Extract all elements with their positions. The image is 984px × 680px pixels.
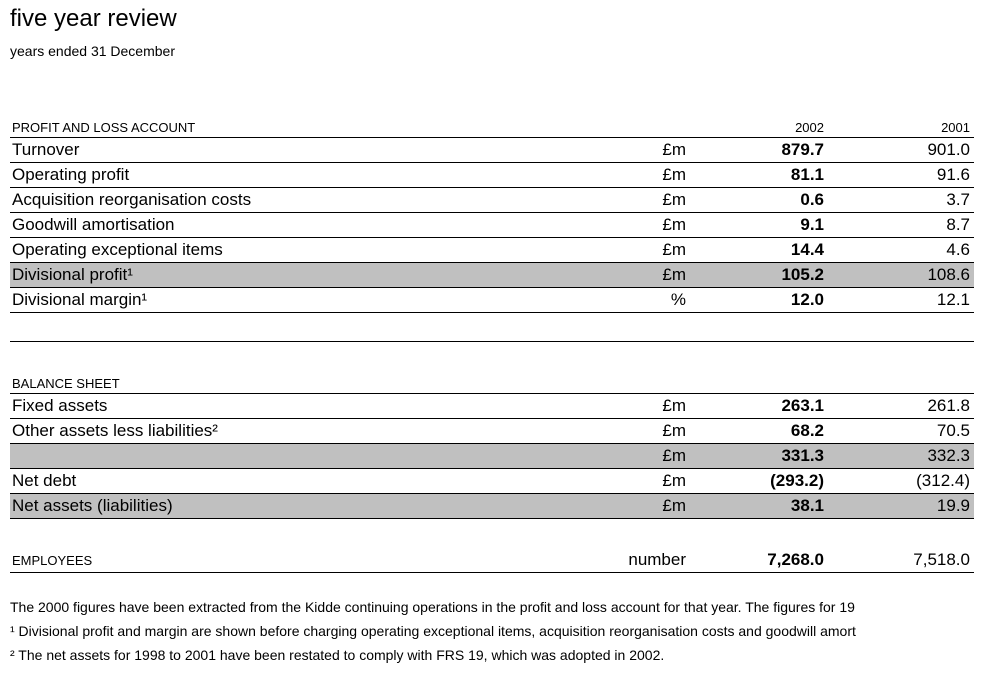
employees-2002: 7,268.0 (767, 550, 824, 569)
table-row-highlighted (10, 263, 974, 288)
row-unit: % (670, 290, 686, 309)
row-label: Turnover (12, 140, 80, 159)
value-2001: 12.1 (936, 290, 970, 309)
row-unit: £m (662, 446, 686, 465)
footnote-2: ² The net assets for 1998 to 2001 have been restated to comply with FRS 19, which was adopted in 2002. (10, 647, 665, 663)
page-subtitle: years ended 31 December (10, 43, 175, 59)
profit-loss-table (10, 113, 974, 313)
employees-label: EMPLOYEES (12, 553, 93, 568)
employees-row (10, 548, 974, 573)
value-2002: 0.6 (800, 190, 824, 209)
row-unit: £m (662, 215, 686, 234)
balance-sheet-table (10, 369, 974, 519)
table-row (10, 394, 974, 419)
row-label: Net debt (12, 471, 77, 490)
row-label: Operating profit (12, 165, 130, 184)
value-2002: 14.4 (790, 240, 824, 259)
value-2002: 879.7 (781, 140, 824, 159)
value-2002: 105.2 (781, 265, 824, 284)
row-unit: £m (662, 421, 686, 440)
row-unit: £m (662, 140, 686, 159)
value-2002: (293.2) (770, 471, 824, 490)
table-row (10, 163, 974, 188)
value-2001: 108.6 (927, 265, 970, 284)
value-2002: 12.0 (790, 290, 824, 309)
row-unit: £m (662, 240, 686, 259)
employees-table (10, 548, 974, 573)
row-unit: £m (662, 396, 686, 415)
row-label: Other assets less liabilities² (12, 421, 218, 440)
table-row (10, 188, 974, 213)
table-row (10, 213, 974, 238)
employees-unit: number (628, 550, 686, 569)
row-unit: £m (662, 496, 686, 515)
value-2001: 91.6 (936, 165, 970, 184)
value-2002: 81.1 (790, 165, 824, 184)
footnote-1: ¹ Divisional profit and margin are shown before charging operating exceptional items, acquisition reorganisation costs and goodwill amort (10, 623, 856, 639)
section-heading: PROFIT AND LOSS ACCOUNT (12, 120, 196, 135)
value-2002: 9.1 (800, 215, 824, 234)
row-label: Operating exceptional items (12, 240, 223, 259)
footnotes (10, 598, 980, 670)
employees-2001: 7,518.0 (913, 550, 970, 569)
table-row (10, 419, 974, 444)
row-label: Acquisition reorganisation costs (12, 190, 252, 209)
row-unit: £m (662, 165, 686, 184)
table-row (10, 238, 974, 263)
table-row (10, 288, 974, 313)
table-row-subtotal (10, 444, 974, 469)
table-row (10, 138, 974, 163)
row-label: Divisional profit¹ (12, 265, 133, 284)
profit-loss-header-row (10, 113, 974, 138)
row-label: Fixed assets (12, 396, 108, 415)
divider-rule (10, 341, 974, 342)
row-label: Net assets (liabilities) (12, 496, 173, 515)
column-header-2001: 2001 (941, 120, 970, 135)
value-2002: 263.1 (781, 396, 824, 415)
footnote-general: The 2000 figures have been extracted from the Kidde continuing operations in the profit and loss account for that year. The figures for 19 (10, 599, 855, 615)
value-2001: 901.0 (927, 140, 970, 159)
value-2001: 3.7 (946, 190, 970, 209)
page-title: five year review (10, 5, 177, 32)
row-unit: £m (662, 265, 686, 284)
value-2002: 68.2 (790, 421, 824, 440)
column-header-2002: 2002 (795, 120, 824, 135)
row-unit: £m (662, 471, 686, 490)
value-2002: 38.1 (790, 496, 824, 515)
value-2001: 261.8 (927, 396, 970, 415)
row-unit: £m (662, 190, 686, 209)
value-2001: (312.4) (916, 471, 970, 490)
value-2001: 4.6 (946, 240, 970, 259)
value-2001: 70.5 (936, 421, 970, 440)
table-row (10, 469, 974, 494)
balance-sheet-header-row (10, 369, 974, 394)
value-2001: 332.3 (927, 446, 970, 465)
table-row-highlighted (10, 494, 974, 519)
value-2002: 331.3 (781, 446, 824, 465)
section-heading: BALANCE SHEET (12, 376, 120, 391)
row-label: Divisional margin¹ (12, 290, 148, 309)
value-2001: 8.7 (946, 215, 970, 234)
row-label: Goodwill amortisation (12, 215, 175, 234)
value-2001: 19.9 (936, 496, 970, 515)
section-divider (10, 341, 974, 342)
